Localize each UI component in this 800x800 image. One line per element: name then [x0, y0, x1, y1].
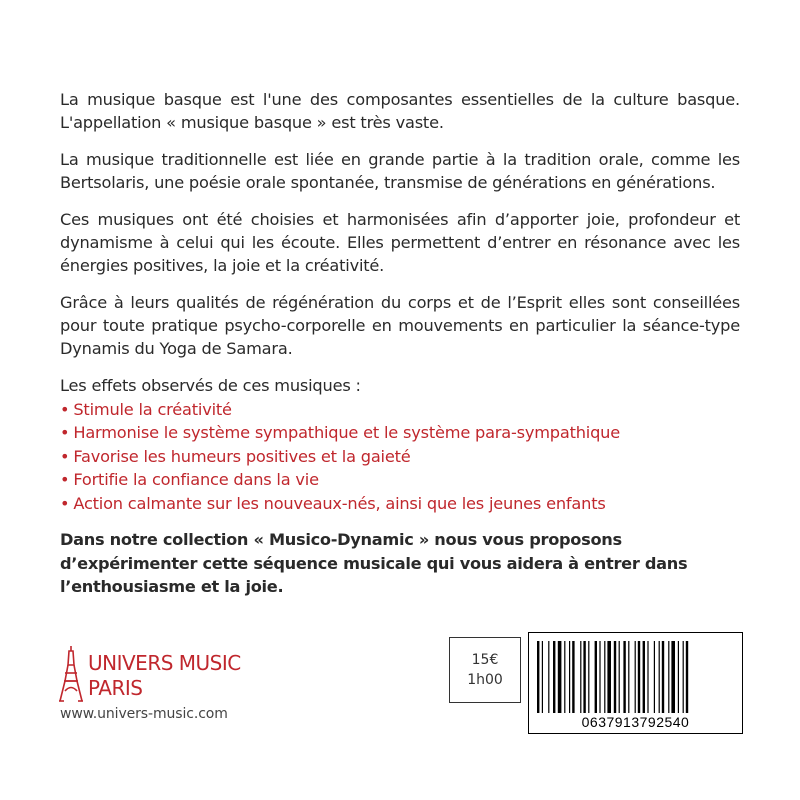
description-text-block	[60, 88, 740, 599]
univers-music-logo	[58, 645, 258, 705]
list-item	[60, 398, 740, 422]
bullet: •	[60, 399, 70, 419]
eiffel-tower-icon	[58, 645, 84, 703]
price-box	[449, 637, 521, 703]
collection-statement: Dans notre collection « Musico-Dynamic » nous vous proposons d’expérimenter cette séquence musicale qui vous aidera à entrer dans l’enthousiasme et la joie.	[60, 530, 688, 596]
bullet: •	[60, 493, 70, 513]
list-item	[60, 445, 740, 469]
list-item	[60, 421, 740, 445]
effect-text: Fortifie la confiance dans la vie	[73, 470, 319, 489]
brand-line-1: UNIVERS MUSIC	[88, 651, 241, 675]
effect-text: Favorise les humeurs positives et la gaieté	[73, 446, 411, 466]
barcode-panel	[528, 632, 743, 734]
effects-list	[60, 398, 740, 516]
paragraph-4: Grâce à leurs qualités de régénération du corps et de l’Esprit elles sont conseillées pour toute pratique psycho-corporelle en mouvements en particulier la séance-type Dynamis du Yoga de Samara.	[60, 293, 740, 358]
bullet: •	[60, 446, 70, 466]
paragraph-2: La musique traditionnelle est liée en grande partie à la tradition orale, comme les Bertsolaris, une poésie orale spontanée, transmise de générations en générations.	[60, 150, 740, 192]
brand-name	[88, 651, 241, 701]
barcode-number: 0637913792540	[581, 714, 690, 730]
price-amount: 15€	[471, 652, 499, 668]
effects-list-section	[60, 374, 740, 515]
list-item	[60, 468, 740, 492]
paragraph-1: La musique basque est l'une des composantes essentielles de la culture basque. L'appellation « musique basque » est très vaste.	[60, 90, 740, 132]
paragraph-3: Ces musiques ont été choisies et harmonisées afin d’apporter joie, profondeur et dynamisme à celui qui les écoute. Elles permettent d’entrer en résonance avec les énergies positives, la joie et la créativité.	[60, 210, 740, 275]
website-url: www.univers-music.com	[60, 706, 228, 722]
brand-line-2: PARIS	[88, 676, 143, 700]
effect-text: Action calmante sur les nouveaux-nés, ainsi que les jeunes enfants	[73, 493, 606, 513]
effects-intro: Les effets observés de ces musiques :	[60, 376, 361, 395]
bullet: •	[60, 470, 70, 489]
barcode-icon	[537, 641, 734, 713]
bullet: •	[60, 423, 70, 442]
list-item	[60, 492, 740, 516]
effect-text: Stimule la créativité	[73, 399, 232, 419]
duration: 1h00	[467, 672, 503, 688]
effect-text: Harmonise le système sympathique et le système para-sympathique	[73, 423, 621, 442]
